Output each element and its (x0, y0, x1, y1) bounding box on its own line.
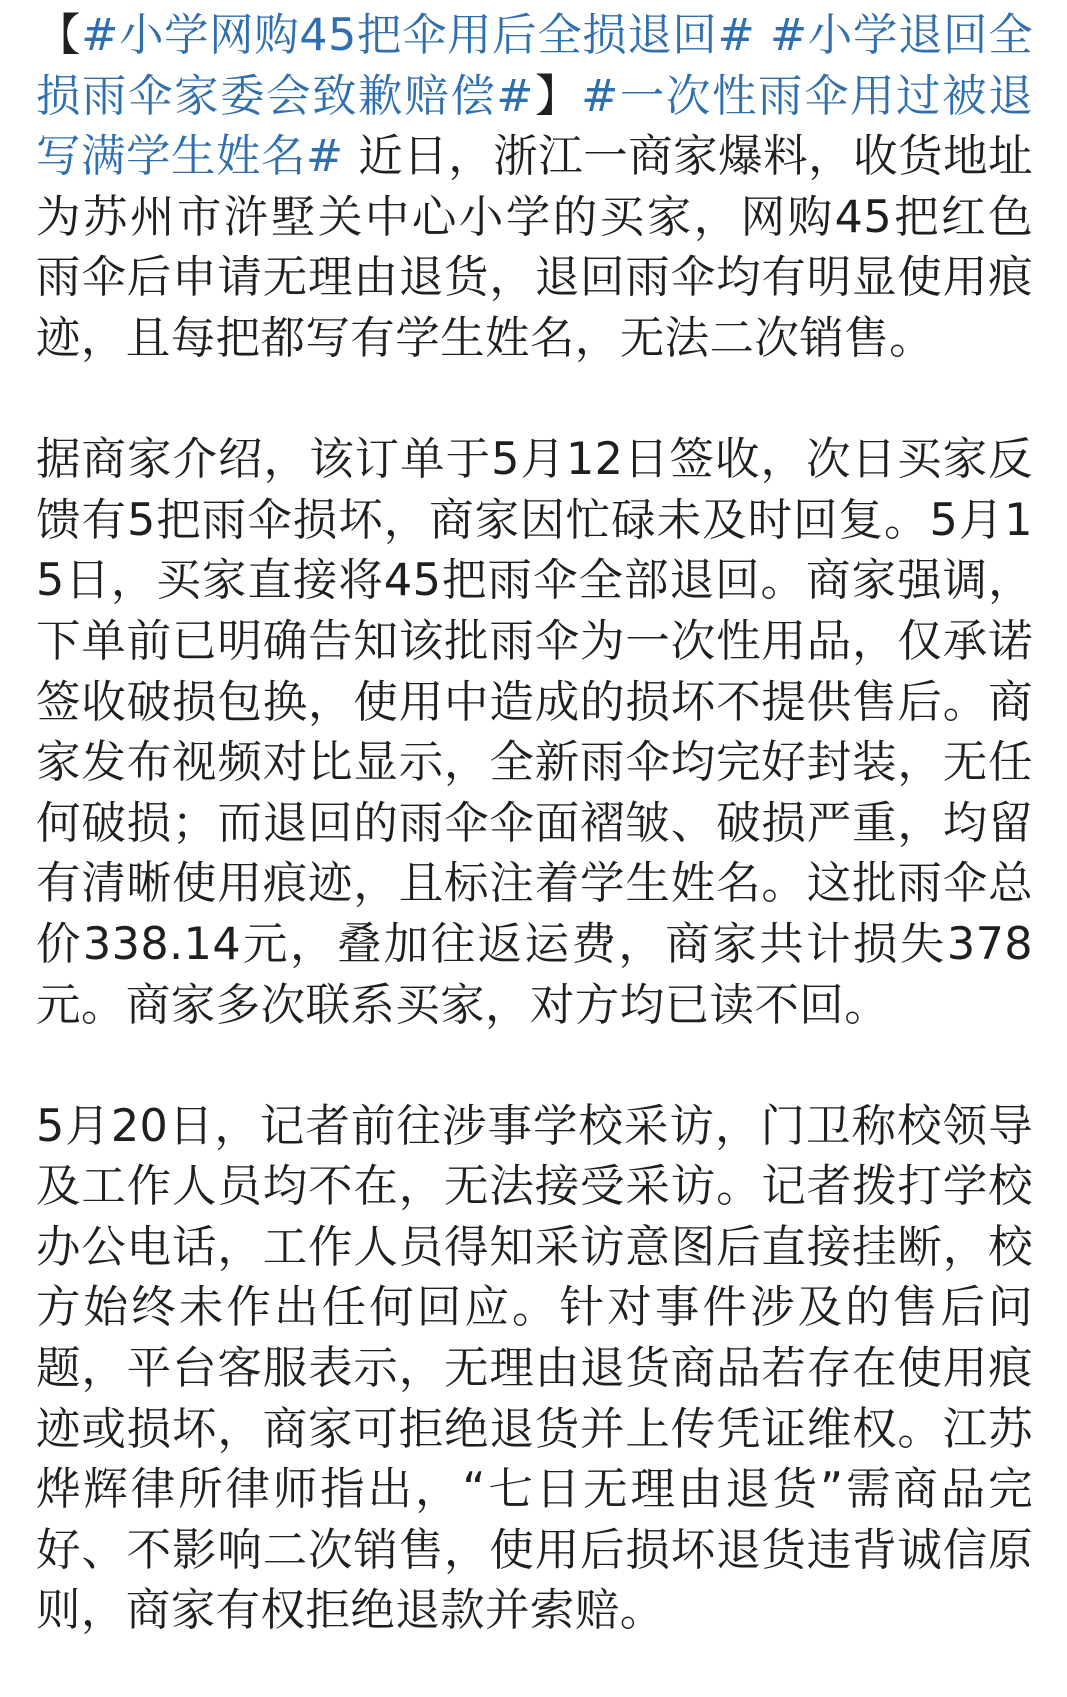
hashtag-topic-2[interactable]: #小学退回全损雨伞家委会致歉赔偿# (36, 10, 1034, 122)
paragraph-2: 据商家介绍，该订单于5月12日签收，次日买家反馈有5把雨伞损坏，商家因忙碌未及时回复。5月15日，买家直接将45把雨伞全部退回。商家强调，下单前已明确告知该批雨伞为一次性用品，仅承诺签收破损包换，使用中造成的损坏不提供售后。商家发布视频对比显示，全新雨伞均完好封装，无任何破损；而退回的雨伞伞面褶皱、破损严重，均留有清晰使用痕迹，且标注着学生姓名。这批雨伞总价338.14元，叠加往返运费，商家共计损失378元。商家多次联系买家，对方均已读不回。 (36, 434, 1033, 1031)
bracket-open: 【 (36, 10, 82, 61)
hashtag-topic-1[interactable]: #小学网购45把伞用后全损退回# (81, 10, 756, 61)
hashtag-topic-3[interactable]: #一次性雨伞用过被退写满学生姓名# (36, 70, 1033, 183)
paragraph-1 (36, 6, 1033, 370)
paragraph-1-text: 近日，浙江一商家爆料，收货地址为苏州市浒墅关中心小学的买家，网购45把红色雨伞后申请无理由退货，退回雨伞均有明显使用痕迹，且每把都写有学生姓名，无法二次销售。 (36, 131, 1033, 364)
bracket-close: 】 (533, 70, 582, 122)
paragraph-3: 5月20日，记者前往涉事学校采访，门卫称校领导及工作人员均不在，无法接受采访。记者拨打学校办公电话，工作人员得知采访意图后直接挂断，校方始终未作出任何回应。针对事件涉及的售后问题，平台客服表示，无理由退货商品若存在使用痕迹或损坏，商家可拒绝退货并上传凭证维权。江苏烨辉律所律师指出，“七日无理由退货”需商品完好、不影响二次销售，使用后损坏退货违背诚信原则，商家有权拒绝退款并索赔。 (36, 1100, 1033, 1637)
